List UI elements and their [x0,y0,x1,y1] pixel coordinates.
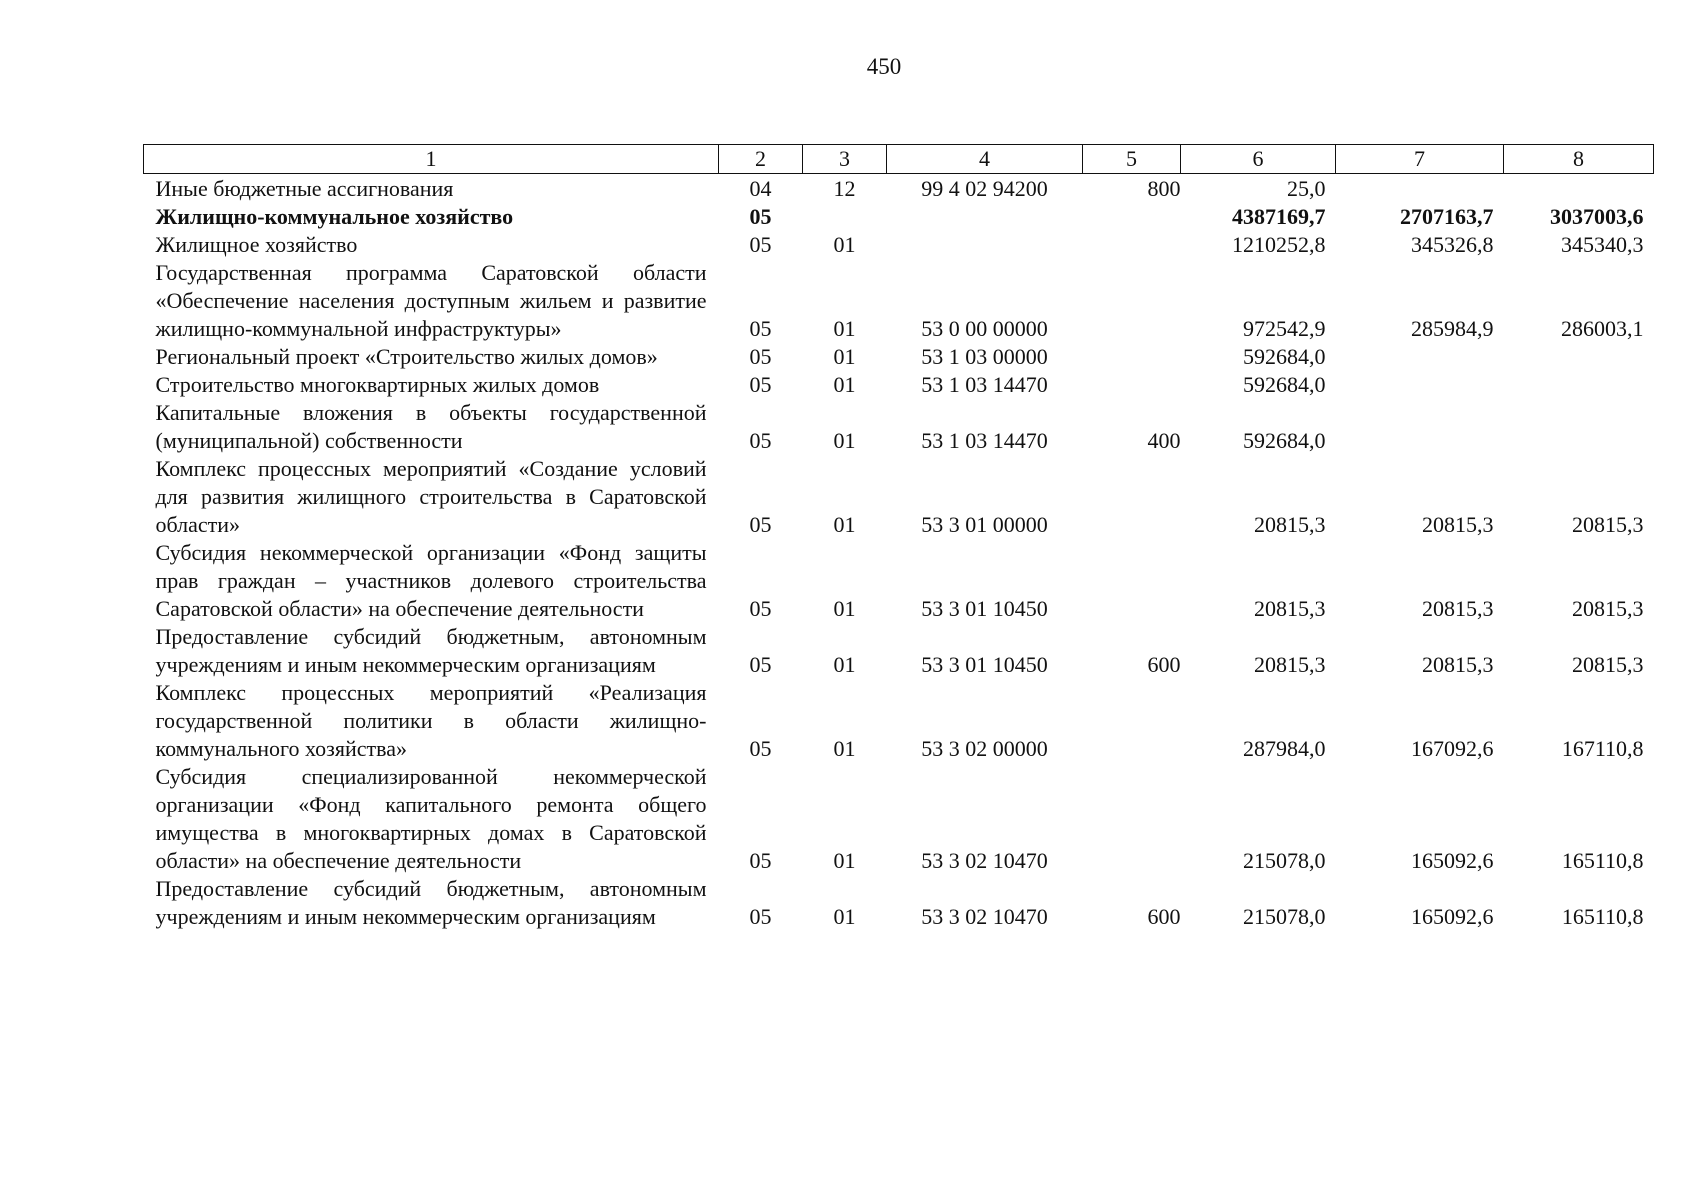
amount-year-1-cell: 20815,3 [1254,596,1326,621]
amount-year-3-cell [1504,371,1654,399]
expense-type-cell [1083,763,1181,875]
table-row [144,875,1654,931]
amount-year-1-cell: 215078,0 [1243,848,1326,873]
target-article-cell: 53 3 01 10450 [921,596,1048,621]
amount-year-2-cell: 20815,3 [1422,652,1494,677]
subsection-code-cell: 01 [833,736,856,761]
target-article-cell: 53 1 03 00000 [921,344,1048,369]
row-name-cell: Комплекс процессных мероприятий «Реализация государственной политики в области жилищно-коммунального хозяйства» [155,680,707,761]
section-code-cell: 04 [749,176,772,201]
amount-year-3-cell: 165110,8 [1561,904,1644,929]
target-article-cell: 53 3 02 00000 [921,736,1048,761]
section-code-cell: 05 [749,904,772,929]
row-name-cell: Капитальные вложения в объекты государственной (муниципальной) собственности [155,400,707,453]
row-name-cell: Субсидия специализированной некоммерческой организации «Фонд капитального ремонта общего имущества в многоквартирных домах в Саратовской области» на обеспечение деятельности [155,764,707,873]
subsection-code-cell: 01 [833,428,856,453]
amount-year-1-cell: 215078,0 [1243,904,1326,929]
row-name-cell: Строительство многоквартирных жилых домов [155,372,600,397]
amount-year-3-cell: 20815,3 [1572,652,1644,677]
amount-year-2-cell [1336,371,1504,399]
section-code-cell: 05 [749,316,772,341]
table-row [144,539,1654,623]
amount-year-3-cell [1504,399,1654,455]
amount-year-1-cell: 592684,0 [1243,428,1326,453]
amount-year-2-cell [1336,174,1504,204]
amount-year-2-cell: 20815,3 [1422,596,1494,621]
subsection-code-cell: 01 [833,848,856,873]
amount-year-3-cell [1504,343,1654,371]
amount-year-2-cell: 165092,6 [1411,848,1494,873]
section-code-cell: 05 [749,428,772,453]
table-row [144,763,1654,875]
row-name-cell: Жилищное хозяйство [155,232,358,257]
subsection-code-cell: 01 [833,344,856,369]
row-name-cell: Субсидия некоммерческой организации «Фонд защиты прав граждан – участников долевого строительства Саратовской области» на обеспечение деятельности [155,540,707,621]
expense-type-cell [1083,343,1181,371]
row-name-cell: Региональный проект «Строительство жилых домов» [155,344,658,369]
amount-year-3-cell: 167110,8 [1561,736,1644,761]
expense-type-cell: 400 [1147,428,1181,453]
expense-type-cell [1083,371,1181,399]
amount-year-3-cell: 20815,3 [1572,512,1644,537]
row-name-cell: Жилищно-коммунальное хозяйство [155,204,514,229]
header-cell: 3 [803,145,887,174]
amount-year-1-cell: 972542,9 [1243,316,1326,341]
expense-type-cell [1083,539,1181,623]
row-name-cell: Комплекс процессных мероприятий «Создание условий для развития жилищного строительства в Саратовской области» [155,456,707,537]
table-header [144,145,1654,174]
table-row [144,174,1654,204]
expense-type-cell [1083,231,1181,259]
section-code-cell: 05 [749,344,772,369]
table-row [144,455,1654,539]
subsection-code-cell: 01 [833,512,856,537]
target-article-cell: 53 3 01 10450 [921,652,1048,677]
amount-year-3-cell: 345340,3 [1561,232,1644,257]
table-row [144,623,1654,679]
expense-type-cell: 800 [1147,176,1181,201]
target-article-cell: 53 1 03 14470 [921,372,1048,397]
amount-year-2-cell: 345326,8 [1411,232,1494,257]
expense-type-cell [1083,203,1181,231]
amount-year-2-cell [1336,399,1504,455]
amount-year-2-cell: 20815,3 [1422,512,1494,537]
amount-year-2-cell: 285984,9 [1411,316,1494,341]
table-row [144,371,1654,399]
target-article-cell [887,203,1083,231]
target-article-cell: 53 3 01 00000 [921,512,1048,537]
amount-year-1-cell: 20815,3 [1254,512,1326,537]
amount-year-1-cell: 592684,0 [1243,344,1326,369]
target-article-cell: 53 1 03 14470 [921,428,1048,453]
table-row [144,259,1654,343]
section-code-cell: 05 [749,372,772,397]
section-code-cell: 05 [749,204,772,229]
target-article-cell: 53 0 00 00000 [921,316,1048,341]
header-cell: 5 [1083,145,1181,174]
expense-type-cell: 600 [1147,652,1181,677]
subsection-code-cell: 01 [833,316,856,341]
target-article-cell [887,231,1083,259]
table-row [144,203,1654,231]
subsection-code-cell: 01 [833,372,856,397]
target-article-cell: 53 3 02 10470 [921,904,1048,929]
amount-year-1-cell: 1210252,8 [1232,232,1326,257]
amount-year-3-cell: 165110,8 [1561,848,1644,873]
table-row [144,343,1654,371]
row-name-cell: Иные бюджетные ассигнования [155,176,454,201]
subsection-code-cell [803,203,887,231]
table-row [144,679,1654,763]
amount-year-3-cell: 286003,1 [1561,316,1644,341]
table-row [144,399,1654,455]
header-cell: 8 [1504,145,1654,174]
amount-year-2-cell: 2707163,7 [1400,204,1494,229]
budget-table [143,144,1654,931]
subsection-code-cell: 01 [833,596,856,621]
expense-type-cell [1083,259,1181,343]
expense-type-cell [1083,679,1181,763]
subsection-code-cell: 01 [833,904,856,929]
table-body [144,174,1654,932]
section-code-cell: 05 [749,596,772,621]
header-cell: 2 [719,145,803,174]
header-row [144,145,1654,174]
section-code-cell: 05 [749,512,772,537]
header-cell: 4 [887,145,1083,174]
target-article-cell: 99 4 02 94200 [921,176,1048,201]
amount-year-1-cell: 287984,0 [1243,736,1326,761]
amount-year-1-cell: 592684,0 [1243,372,1326,397]
section-code-cell: 05 [749,848,772,873]
subsection-code-cell: 01 [833,652,856,677]
amount-year-3-cell: 20815,3 [1572,596,1644,621]
expense-type-cell [1083,455,1181,539]
amount-year-2-cell [1336,343,1504,371]
subsection-code-cell: 01 [833,232,856,257]
page-number: 450 [866,54,902,79]
row-name-cell: Предоставление субсидий бюджетным, автономным учреждениям и иным некоммерческим организациям [155,876,707,929]
header-cell: 1 [144,145,719,174]
amount-year-1-cell: 4387169,7 [1232,204,1326,229]
expense-type-cell: 600 [1147,904,1181,929]
amount-year-1-cell: 25,0 [1287,176,1326,201]
amount-year-3-cell: 3037003,6 [1550,204,1644,229]
target-article-cell: 53 3 02 10470 [921,848,1048,873]
subsection-code-cell: 12 [833,176,856,201]
section-code-cell: 05 [749,232,772,257]
table-row [144,231,1654,259]
amount-year-2-cell: 167092,6 [1411,736,1494,761]
amount-year-1-cell: 20815,3 [1254,652,1326,677]
row-name-cell: Предоставление субсидий бюджетным, автономным учреждениям и иным некоммерческим организациям [155,624,707,677]
row-name-cell: Государственная программа Саратовской области «Обеспечение населения доступным жильем и развитие жилищно-коммунальной инфраструктуры» [155,260,707,341]
amount-year-3-cell [1504,174,1654,204]
section-code-cell: 05 [749,652,772,677]
header-cell: 7 [1336,145,1504,174]
amount-year-2-cell: 165092,6 [1411,904,1494,929]
section-code-cell: 05 [749,736,772,761]
header-cell: 6 [1181,145,1336,174]
